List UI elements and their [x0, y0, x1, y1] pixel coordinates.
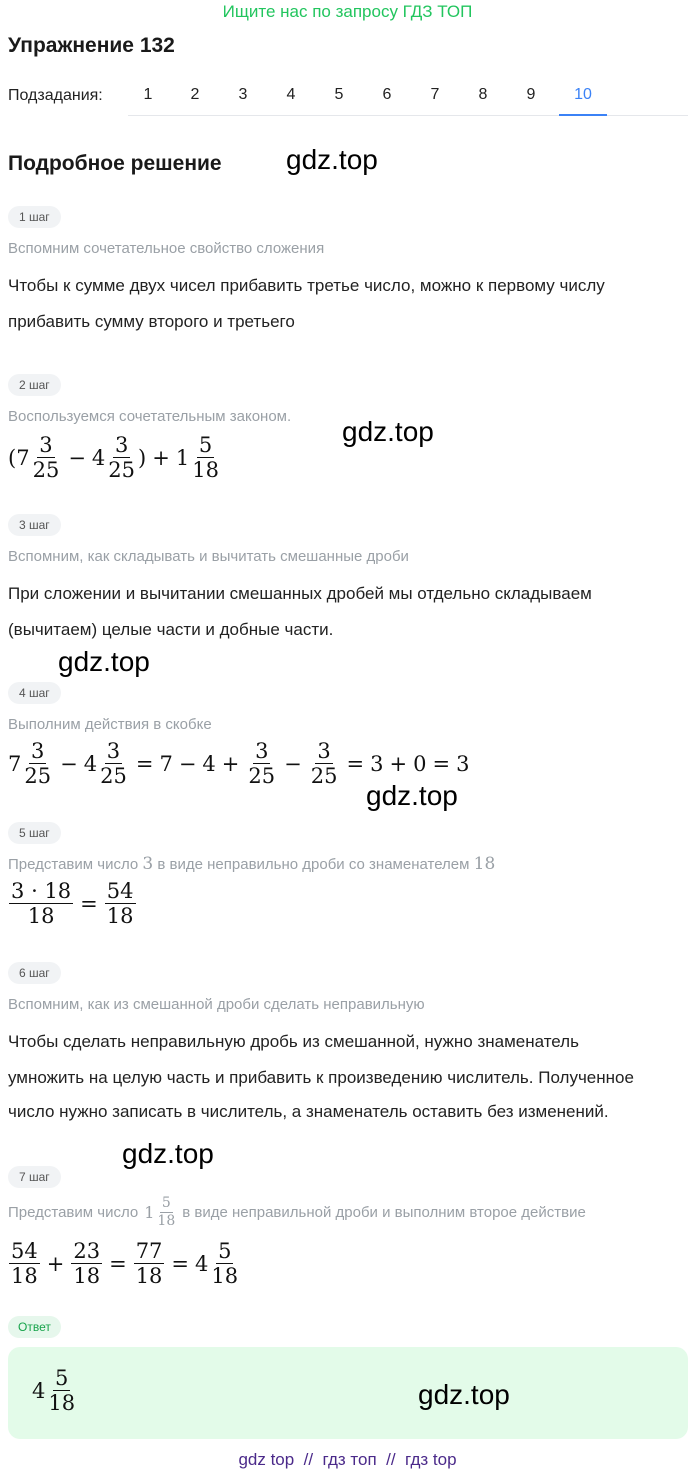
step-hint: Представим число 1 $\frac{5}{18}$ в виде неправильной дроби и выполним второе действие: [8, 1195, 586, 1229]
step-badge: 6 шаг: [8, 962, 61, 984]
watermark: gdz.top: [122, 1138, 214, 1169]
answer-formula: 4 $\frac{5}{18}$: [32, 1366, 76, 1416]
step-text: (вычитаем) целые части и добные части.: [8, 620, 334, 639]
subtask-tab-3[interactable]: 3: [238, 86, 248, 103]
formula-step7: $\frac{54}{18}$ + $\frac{23}{18}$ = $\frac{77}{18}$ = 4 $\frac{5}{18}$: [11, 1239, 239, 1289]
step-badge: 3 шаг: [8, 514, 61, 536]
step-text: число нужно записать в числитель, а знаменатель оставить без изменений.: [8, 1102, 609, 1121]
formula-step4: 7 $\frac{3}{25}$ − 4 $\frac{3}{25}$ = 7 − 4 + $\frac{3}{25}$ − $\frac{3}{25}$ = 3 + 0 = 3: [8, 739, 470, 789]
step-text: При сложении и вычитании смешанных дробей мы отдельно складываем: [8, 584, 592, 603]
subtask-tab-7[interactable]: 7: [430, 86, 440, 103]
answer-badge: Ответ: [8, 1316, 61, 1338]
watermark: gdz.top: [58, 646, 150, 677]
subtask-tab-9[interactable]: 9: [526, 86, 536, 103]
step-hint: Представим число 3 в виде неправильно дроби со знаменателем 18: [8, 854, 496, 874]
subtasks-label: Подзадания:: [8, 87, 103, 104]
step-text: Чтобы сделать неправильную дробь из смешанной, нужно знаменатель: [8, 1032, 579, 1051]
answer-box: [8, 1347, 688, 1439]
footer-links[interactable]: gdz top // гдз топ // гдз top: [238, 1450, 457, 1469]
subtask-tab-6[interactable]: 6: [382, 86, 392, 103]
step-hint: Вспомним, как складывать и вычитать смешанные дроби: [8, 548, 409, 565]
solution-heading: Подробное решение: [8, 152, 222, 175]
subtask-tab-2[interactable]: 2: [190, 86, 200, 103]
step-badge: 2 шаг: [8, 374, 61, 396]
subtask-tab-5[interactable]: 5: [334, 86, 344, 103]
watermark: gdz.top: [366, 780, 458, 811]
page-title: Упражнение 132: [8, 34, 175, 57]
step-hint: Выполним действия в скобке: [8, 716, 212, 733]
step-badge: 5 шаг: [8, 822, 61, 844]
step-text: умножить на целую часть и прибавить к произведению числитель. Полученное: [8, 1068, 634, 1087]
subtask-tab-4[interactable]: 4: [286, 86, 296, 103]
step-text: прибавить сумму второго и третьего: [8, 312, 295, 331]
formula-step2: ( 7 $\frac{3}{25}$ − 4 $\frac{3}{25}$ ) + 1 $\frac{5}{18}$: [8, 433, 219, 483]
step-badge: 4 шаг: [8, 682, 61, 704]
step-hint: Воспользуемся сочетательным законом.: [8, 408, 292, 425]
subtask-tab-10[interactable]: 10: [559, 86, 607, 116]
watermark: gdz.top: [342, 416, 434, 447]
step-hint: Вспомним сочетательное свойство сложения: [8, 240, 325, 257]
promo-text[interactable]: Ищите нас по запросу ГДЗ ТОП: [222, 2, 473, 21]
step-badge: 1 шаг: [8, 206, 61, 228]
step-hint: Вспомним, как из смешанной дроби сделать неправильную: [8, 996, 425, 1013]
step-text: Чтобы к сумме двух чисел прибавить третье число, можно к первому числу: [8, 276, 605, 295]
subtask-tab-8[interactable]: 8: [478, 86, 488, 103]
step-badge: 7 шаг: [8, 1166, 61, 1188]
watermark: gdz.top: [286, 144, 378, 175]
formula-step5: $\frac{3 \cdot 18}{18}$ = $\frac{54}{18}$: [11, 879, 134, 929]
watermark: gdz.top: [418, 1379, 510, 1410]
subtask-tab-1[interactable]: 1: [143, 86, 153, 103]
subtasks-nav: [8, 84, 688, 116]
